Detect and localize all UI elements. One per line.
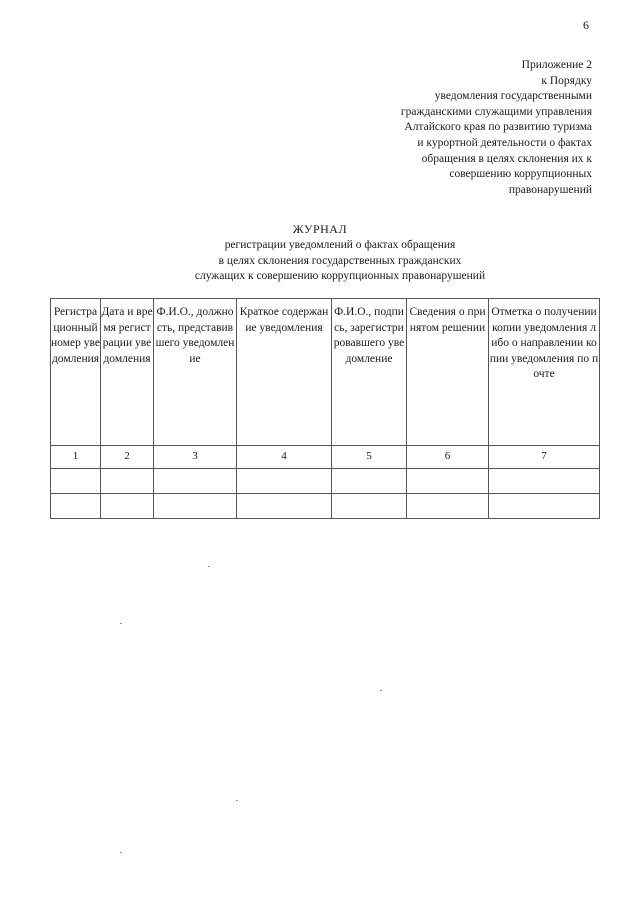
page-number: 6 [583,18,589,32]
column-header-summary: Краткое содержание уведомления [237,299,332,446]
column-number: 4 [237,446,332,469]
appendix-line: правонарушений [508,183,592,196]
column-header-registration-date: Дата и время регистрации уведомления [101,299,154,446]
scan-speck [236,800,238,801]
table-cell [237,494,332,519]
header-row [51,299,600,446]
column-header-registration-number: Регистрационный номер уведомления [51,299,101,446]
subtitle-line: регистрации уведомлений о фактах обращения [224,239,456,251]
column-number: 7 [489,446,600,469]
table-cell [51,494,101,519]
column-header-registrar: Ф.И.О., подпись, зарегистрировавшего уведомление [332,299,407,446]
subtitle-line: в целях склонения государственных гражданских [218,254,462,267]
table-row [51,469,600,494]
column-number: 5 [332,446,407,469]
table-cell [407,494,489,519]
column-header-submitter: Ф.И.О., должность, представившего уведомление [154,299,237,446]
scan-speck [208,566,210,567]
column-number: 1 [51,446,101,469]
appendix-line: Приложение 2 [521,59,592,71]
scan-speck [120,852,122,853]
appendix-note [332,58,592,198]
table-cell [101,469,154,494]
journal-title: ЖУРНАЛ [292,222,348,236]
column-header-copy-mark: Отметка о получении копии уведомления либо о направлении копии уведомления по почте [489,299,600,446]
journal-table [50,298,600,519]
table-cell [51,469,101,494]
scan-speck [120,623,122,624]
journal-subtitle [120,238,560,285]
table-cell [154,494,237,519]
appendix-line: уведомления государственными [434,90,592,103]
scan-speck [380,690,382,691]
column-number: 3 [154,446,237,469]
subtitle-line: служащих к совершению коррупционных правонарушений [194,270,486,283]
column-number-row [51,446,600,469]
table-cell [101,494,154,519]
table-cell [407,469,489,494]
column-number: 6 [407,446,489,469]
appendix-line: к Порядку [541,74,592,87]
column-number: 2 [101,446,154,469]
table-cell [332,469,407,494]
column-header-decision: Сведения о принятом решении [407,299,489,446]
appendix-line: и курортной деятельности о фактах [417,136,592,149]
table-cell [154,469,237,494]
appendix-line: Алтайского края по развитию туризма [404,121,592,134]
table-cell [489,494,600,519]
table-cell [237,469,332,494]
appendix-line: гражданскими служащими управления [400,105,592,118]
table-cell [489,469,600,494]
appendix-line: совершению коррупционных [449,168,592,181]
appendix-line: обращения в целях склонения их к [421,152,592,165]
table-cell [332,494,407,519]
table-row [51,494,600,519]
